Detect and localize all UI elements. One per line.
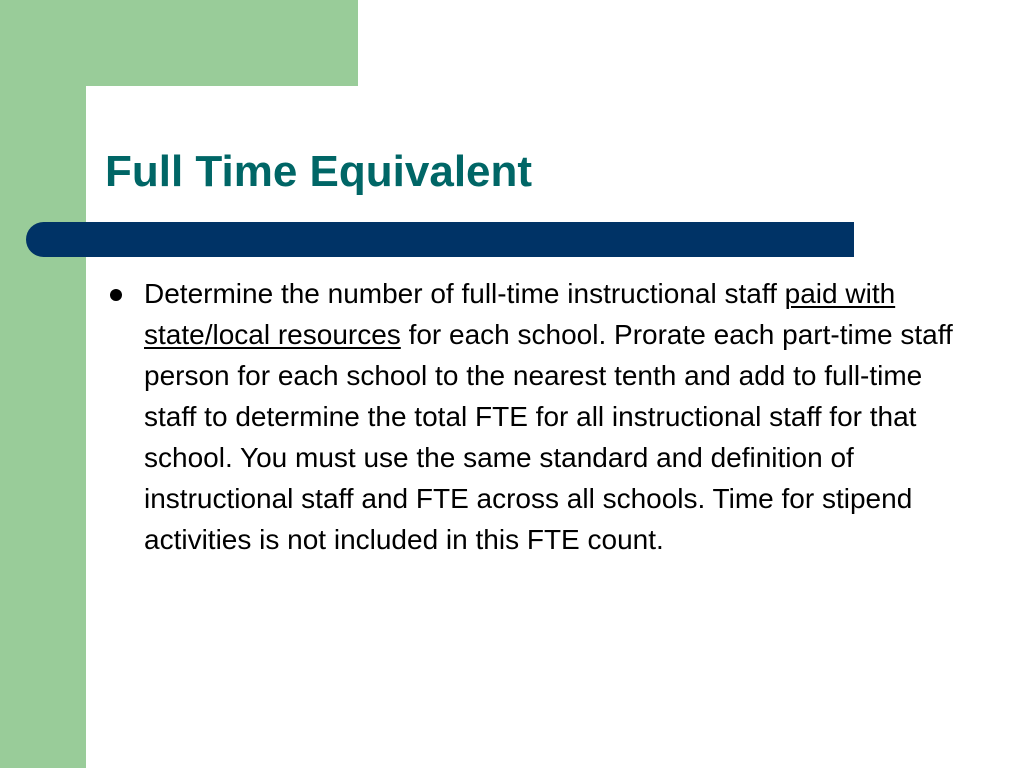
title-divider-bar	[26, 222, 854, 257]
green-band-top	[0, 0, 358, 86]
bullet-dot-icon	[110, 289, 122, 301]
bullet-text-after: for each school. Prorate each part-time staff person for each school to the nearest tenth and add to full-time staff to determine the total FTE for all instructional staff for that school. You must use the same standard and definition of instructional staff and FTE across all schools. Time for stipend activities is not included in this FTE count.	[144, 319, 953, 555]
bullet-text-before: Determine the number of full-time instructional staff	[144, 278, 785, 309]
bullet-list	[100, 273, 960, 560]
bullet-underlined-text: paid with state/local resources	[144, 278, 896, 350]
slide-title: Full Time Equivalent	[105, 147, 533, 196]
green-band-left	[0, 0, 86, 768]
bullet-item	[100, 273, 960, 560]
